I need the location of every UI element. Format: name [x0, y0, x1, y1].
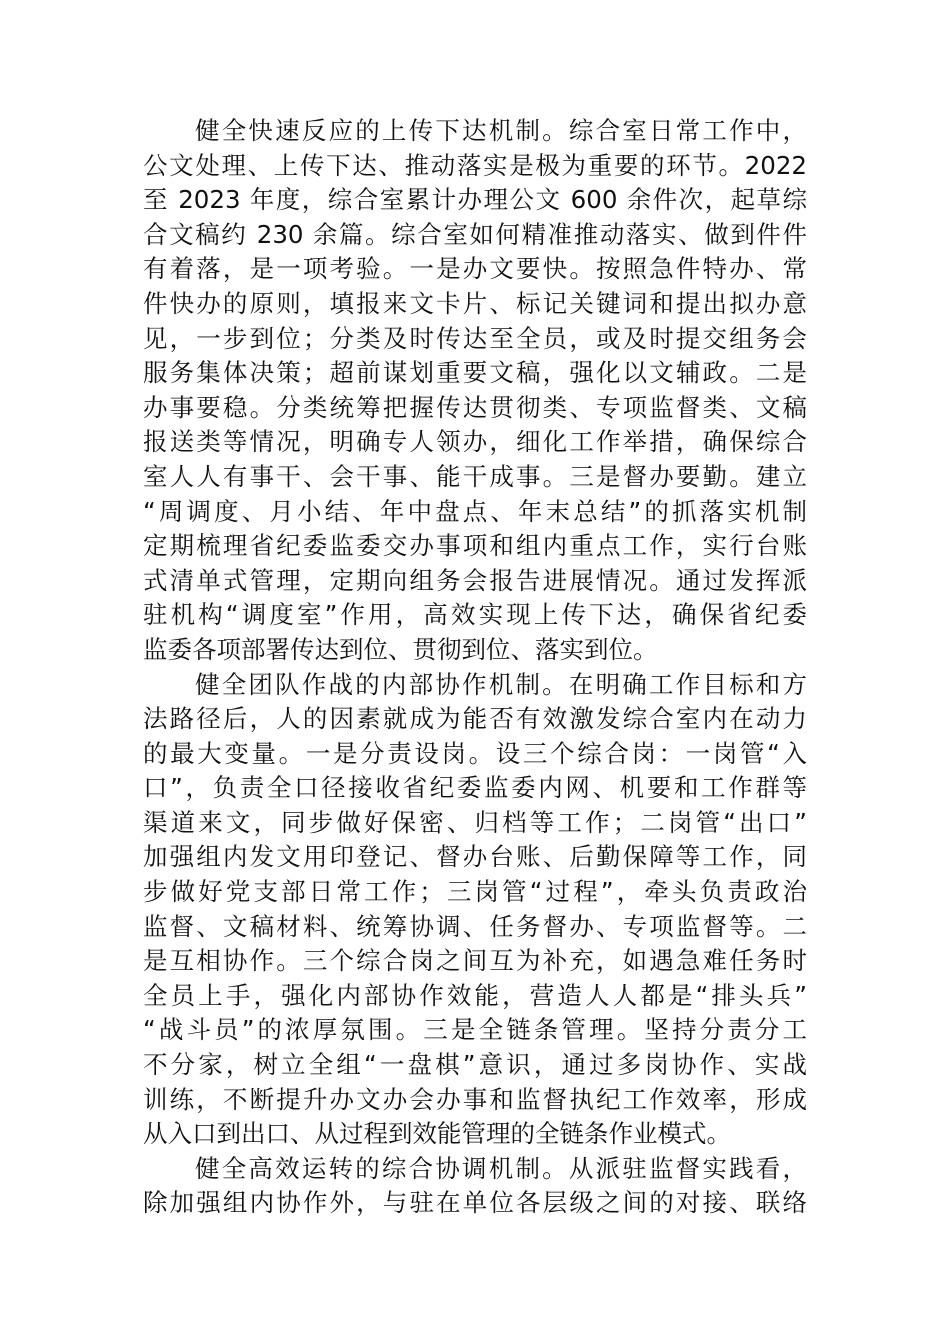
paragraph-1-line-7: 见，一步到位；分类及时传达至全员，或及时提交组务会	[143, 323, 807, 353]
paragraph-1-line-10: 报送类等情况，明确专人领办，细化工作举措，确保综合	[143, 427, 807, 457]
paragraph-3-line-1: 健全高效运转的综合协调机制。从派驻监督实践看，	[195, 1153, 807, 1183]
paragraph-1-line-16: 监委各项部署传达到位、贯彻到位、落实到位。	[143, 634, 658, 664]
paragraph-2-line-1: 健全团队作战的内部协作机制。在明确工作目标和方	[195, 669, 807, 699]
paragraph-2-line-2: 法路径后，人的因素就成为能否有效激发综合室内在动力	[143, 704, 807, 734]
paragraph-1-line-4: 合文稿约 230 余篇。综合室如何精准推动落实、做到件件	[143, 219, 807, 249]
paragraph-1-line-5: 有着落，是一项考验。一是办文要快。按照急件特办、常	[143, 254, 807, 284]
paragraph-2-line-14: 从入口到出口、从过程到效能管理的全链条作业模式。	[143, 1119, 731, 1149]
paragraph-1-line-6: 件快办的原则，填报来文卡片、标记关键词和提出拟办意	[143, 288, 807, 318]
paragraph-1-line-13: 定期梳理省纪委监委交办事项和组内重点工作，实行台账	[143, 531, 807, 561]
paragraph-2-line-6: 加强组内发文用印登记、督办台账、后勤保障等工作，同	[143, 842, 807, 872]
paragraph-2-line-11: “战斗员”的浓厚氛围。三是全链条管理。坚持分责分工	[143, 1015, 807, 1045]
paragraph-2-line-8: 监督、文稿材料、统筹协调、任务督办、专项监督等。二	[143, 911, 807, 941]
paragraph-2-line-12: 不分家，树立全组“一盘棋”意识，通过多岗协作、实战	[143, 1050, 807, 1080]
paragraph-2-line-13: 训练，不断提升办文办会办事和监督执纪工作效率，形成	[143, 1084, 807, 1114]
paragraph-2-line-7: 步做好党支部日常工作；三岗管“过程”，牵头负责政治	[143, 877, 807, 907]
paragraph-1-line-9: 办事要稳。分类统筹把握传达贯彻类、专项监督类、文稿	[143, 392, 807, 422]
paragraph-1-line-15: 驻机构“调度室”作用，高效实现上传下达，确保省纪委	[143, 600, 807, 630]
paragraph-2-line-9: 是互相协作。三个综合岗之间互为补充，如遇急难任务时	[143, 946, 807, 976]
paragraph-1-line-1: 健全快速反应的上传下达机制。综合室日常工作中，	[195, 116, 807, 145]
paragraph-1-line-14: 式清单式管理，定期向组务会报告进展情况。通过发挥派	[143, 565, 807, 595]
paragraph-2-line-5: 渠道来文，同步做好保密、归档等工作；二岗管“出口”	[143, 807, 807, 837]
paragraph-2-line-4: 口”，负责全口径接收省纪委监委内网、机要和工作群等	[143, 773, 807, 803]
paragraph-2-line-3: 的最大变量。一是分责设岗。设三个综合岗：一岗管“入	[143, 738, 807, 768]
paragraph-1-line-12: “周调度、月小结、年中盘点、年末总结”的抓落实机制	[143, 496, 807, 526]
paragraph-2-line-10: 全员上手，强化内部协作效能，营造人人都是“排头兵”	[143, 980, 807, 1010]
paragraph-1-line-2: 公文处理、上传下达、推动落实是极为重要的环节。2022	[143, 150, 807, 180]
body-text	[143, 114, 807, 1221]
paragraph-1-line-8: 服务集体决策；超前谋划重要文稿，强化以文辅政。二是	[143, 358, 807, 388]
paragraph-1-line-3: 至 2023 年度，综合室累计办理公文 600 余件次，起草综	[143, 185, 807, 215]
paragraph-3-line-2: 除加强组内协作外，与驻在单位各层级之间的对接、联络	[143, 1188, 807, 1218]
paragraph-1-line-11: 室人人有事干、会干事、能干成事。三是督办要勤。建立	[143, 461, 807, 491]
